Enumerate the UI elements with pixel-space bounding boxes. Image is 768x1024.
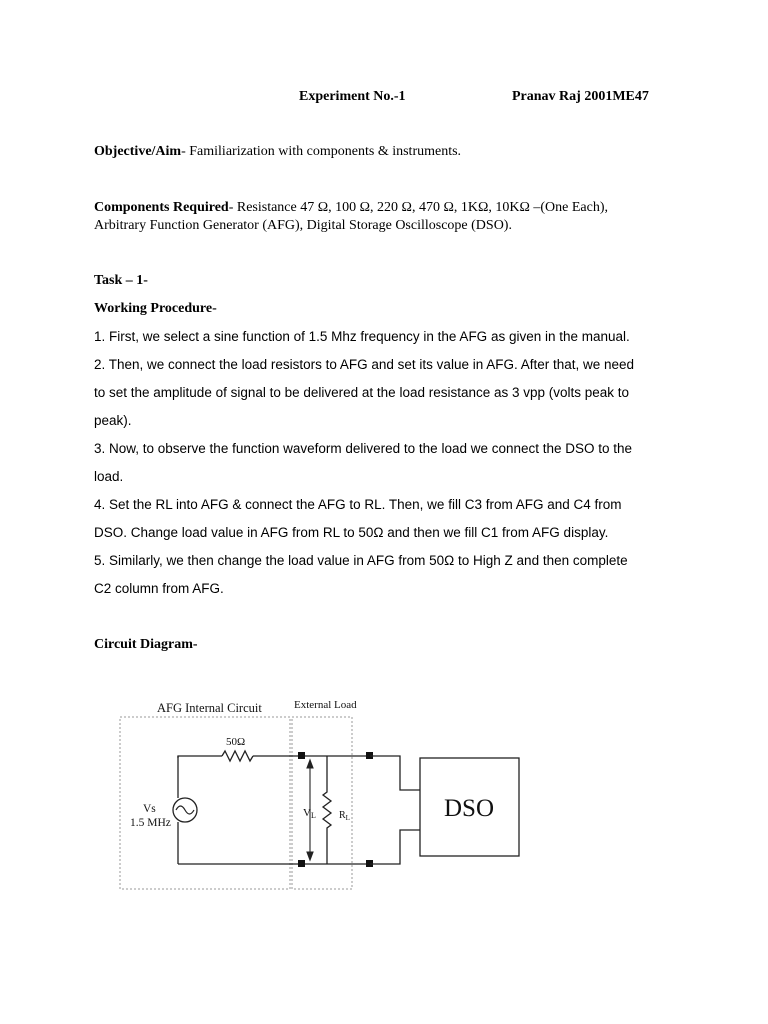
procedure-line: peak). bbox=[94, 413, 132, 428]
rl-resistor bbox=[323, 756, 331, 864]
objective-text: - Familiarization with components & instruments. bbox=[181, 144, 462, 159]
procedure-line: 5. Similarly, we then change the load value in AFG from 50Ω to High Z and then complete bbox=[94, 553, 628, 568]
procedure-line: 3. Now, to observe the function waveform delivered to the load we connect the DSO to the bbox=[94, 441, 633, 456]
experiment-number: Experiment No.-1 bbox=[299, 89, 406, 104]
procedure-line: 1. First, we select a sine function of 1.5 Mhz frequency in the AFG as given in the manual. bbox=[94, 329, 630, 344]
procedure-line: load. bbox=[94, 469, 124, 484]
task-title: Task – 1- bbox=[94, 273, 148, 288]
procedure-title: Working Procedure- bbox=[94, 301, 217, 316]
author-name: Pranav Raj 2001ME47 bbox=[512, 89, 649, 104]
components-label: Components Required bbox=[94, 200, 229, 215]
source-freq-label: 1.5 MHz bbox=[130, 817, 171, 829]
procedure-line: to set the amplitude of signal to be delivered at the load resistance as 3 vpp (volts peak to bbox=[94, 385, 630, 400]
procedure-line: C2 column from AFG. bbox=[94, 581, 224, 596]
components-text-2: Arbitrary Function Generator (AFG), Digital Storage Oscilloscope (DSO). bbox=[94, 218, 512, 233]
circuit-title: Circuit Diagram- bbox=[94, 637, 198, 652]
external-load-label: External Load bbox=[294, 699, 357, 711]
objective-label: Objective/Aim bbox=[94, 144, 182, 159]
dso-wires bbox=[370, 756, 420, 864]
svg-text:VL bbox=[303, 807, 316, 820]
vl-label: V bbox=[303, 807, 311, 819]
svg-text:RL bbox=[339, 810, 350, 822]
sine-source-icon bbox=[173, 798, 197, 822]
source-vs-label: Vs bbox=[143, 803, 156, 815]
components-text-1: - Resistance 47 Ω, 100 Ω, 220 Ω, 470 Ω, 1KΩ, 10KΩ –(One Each), bbox=[228, 200, 609, 215]
rl-label: R bbox=[339, 810, 346, 821]
vl-subscript: L bbox=[310, 811, 316, 820]
resistor-50-ohm bbox=[222, 751, 253, 761]
procedure-line: DSO. Change load value in AFG from RL to 50Ω and then we fill C1 from AFG display. bbox=[94, 525, 609, 540]
dso-label: DSO bbox=[443, 795, 495, 822]
procedure-line: 4. Set the RL into AFG & connect the AFG to RL. Then, we fill C3 from AFG and C4 from bbox=[94, 497, 622, 512]
procedure-line: 2. Then, we connect the load resistors to AFG and set its value in AFG. After that, we need bbox=[94, 357, 635, 372]
afg-internal-label: AFG Internal Circuit bbox=[157, 701, 262, 715]
resistor-50-label: 50Ω bbox=[226, 736, 246, 748]
top-wire bbox=[178, 751, 370, 761]
rl-subscript: L bbox=[345, 814, 350, 822]
